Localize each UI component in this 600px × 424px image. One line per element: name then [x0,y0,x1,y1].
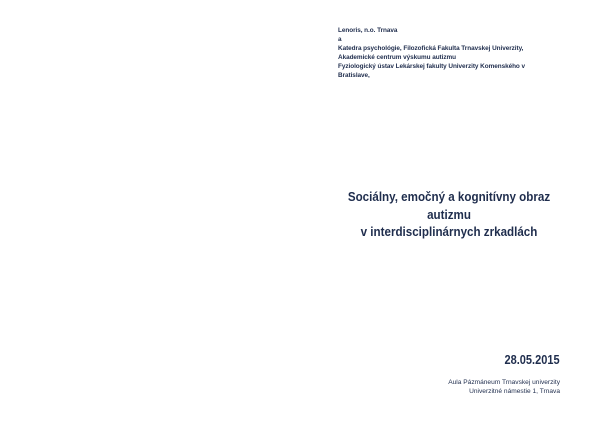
organizer-conjunction: a [338,36,342,44]
venue-line-2: Univerzitné námestie 1, Trnava [469,388,560,396]
organizer-autism-research-centre: Akademické centrum výskumu autizmu [338,54,456,62]
event-title [335,188,562,241]
organizer-physiology-institute: Fyziologický ústav Lekárskej fakulty Univerzity Komenského v Bratislave, [338,63,526,80]
organizers-block [338,26,553,81]
venue-line-1: Aula Pázmáneum Trnavskej univerzity [448,379,560,386]
title-line-1: Sociálny, emočný a kognitívny obraz [347,189,551,204]
organizer-department-psychology: Katedra psychológie, Filozofická Fakulta Trnavskej Univerzity, [338,45,524,53]
title-line-2: autizmu [427,206,471,222]
event-date: 28.05.2015 [504,353,560,367]
title-line-3: v interdisciplinárnych zrkadlách [360,224,538,239]
organizer-lenoris: Lenoris, n.o. Trnava [338,27,398,34]
event-venue [448,378,560,396]
cover-panel [300,0,600,424]
